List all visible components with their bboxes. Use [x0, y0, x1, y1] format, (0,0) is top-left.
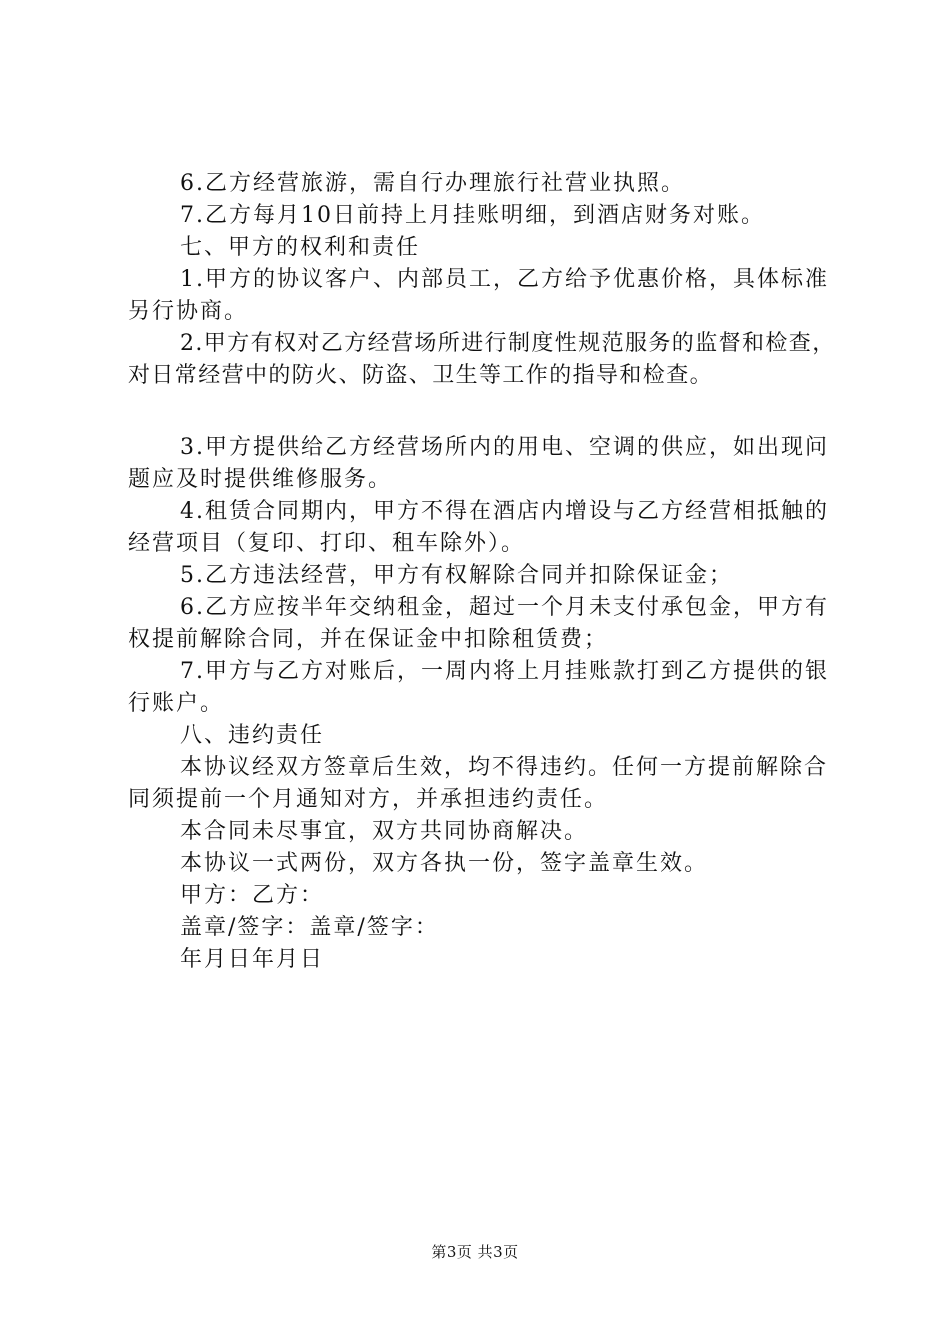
date-line: 年月日年月日 — [180, 947, 325, 972]
clause-7-settlement: 7.甲方与乙方对账后，一周内将上月挂账款打到乙方提供的银行账户。 — [128, 659, 829, 716]
section-heading-eight: 八、违约责任 — [180, 723, 325, 748]
document-body — [128, 168, 838, 976]
copies-text: 本协议一式两份，双方各执一份，签字盖章生效。 — [180, 851, 709, 876]
clause-5-illegal-operation: 5.乙方违法经营，甲方有权解除合同并扣除保证金； — [180, 563, 733, 588]
unresolved-matters-text: 本合同未尽事宜，双方共同协商解决。 — [180, 819, 589, 844]
clause-6-rent-payment: 6.乙方应按半年交纳租金，超过一个月未支付承包金，甲方有权提前解除合同，并在保证金中扣除租赁费； — [128, 595, 829, 652]
clause-4-no-competing-business: 4.租赁合同期内，甲方不得在酒店内增设与乙方经营相抵触的经营项目（复印、打印、租车除外）。 — [128, 499, 829, 556]
clause-3-utilities: 3.甲方提供给乙方经营场所内的用电、空调的供应，如出现问题应及时提供维修服务。 — [128, 435, 829, 492]
section-heading-seven: 七、甲方的权利和责任 — [180, 235, 421, 260]
paragraph-gap — [128, 392, 838, 432]
parties-line: 甲方：乙方： — [180, 883, 325, 908]
clause-7-monthly-reconciliation: 7.乙方每月10日前持上月挂账明细，到酒店财务对账。 — [180, 203, 765, 228]
breach-liability-text: 本协议经双方签章后生效，均不得违约。任何一方提前解除合同须提前一个月通知对方，并承担违约责任。 — [128, 755, 829, 812]
page-number-footer: 第3页 共3页 — [431, 1243, 519, 1261]
clause-6-travel-license: 6.乙方经营旅游，需自行办理旅行社营业执照。 — [180, 171, 685, 196]
signature-line: 盖章/签字：盖章/签字： — [180, 915, 439, 940]
clause-2-supervision: 2.甲方有权对乙方经营场所进行制度性规范服务的监督和检查，对日常经营中的防火、防盗、卫生等工作的指导和检查。 — [128, 331, 836, 388]
clause-1-preferential-price: 1.甲方的协议客户、内部员工，乙方给予优惠价格，具体标准另行协商。 — [128, 267, 829, 324]
